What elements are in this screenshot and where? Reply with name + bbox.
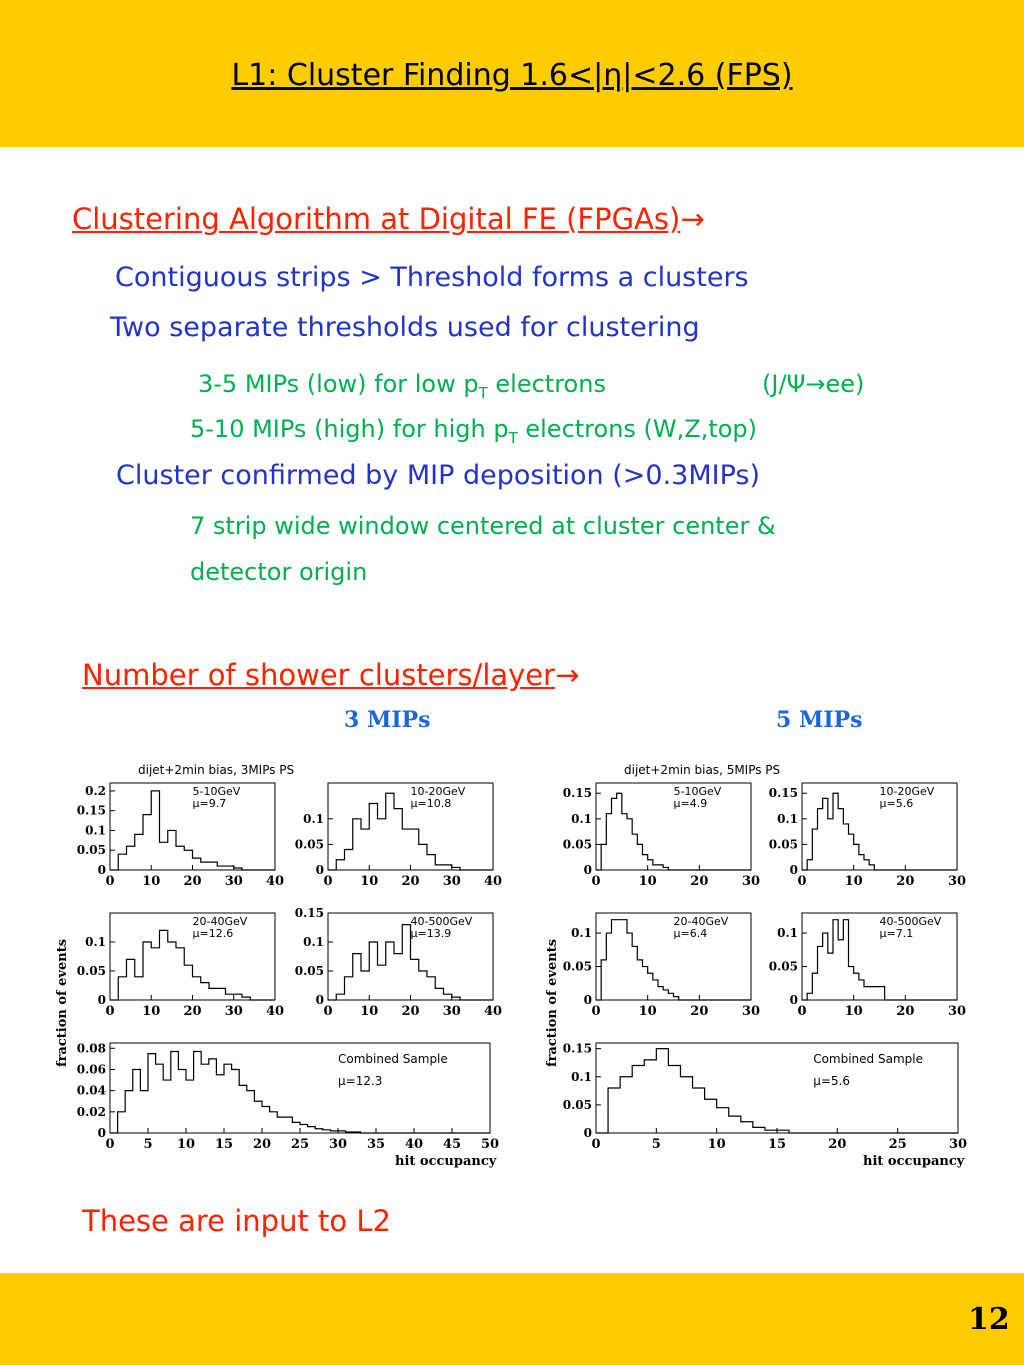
x-tick-label: 20 (828, 1137, 847, 1152)
x-tick-label: 30 (947, 1004, 967, 1019)
x-tick-label: 5 (651, 1137, 661, 1152)
y-tick-label: 0 (97, 1126, 106, 1140)
x-tick-label: 30 (948, 1137, 968, 1152)
y-tick-label: 0.05 (76, 964, 106, 978)
panel-label: 40-500GeV (410, 915, 473, 928)
pt-subscript: T (508, 428, 518, 447)
y-tick-label: 0.15 (768, 786, 798, 801)
y-tick-label: 0.08 (76, 1041, 106, 1056)
panel-label: 10-20GeV (879, 785, 935, 798)
high-threshold-text: 5-10 MIPs (high) for high p (190, 415, 509, 443)
y-axis-title: fraction of events (545, 938, 560, 1068)
y-tick-label: 0 (583, 863, 592, 877)
arrow-icon: → (555, 658, 580, 692)
panel-label: Combined Sample (338, 1052, 448, 1066)
y-tick-label: 0.05 (294, 964, 324, 978)
arrow-icon: → (680, 202, 705, 236)
section-heading-clusters-per-layer (82, 658, 579, 692)
y-tick-label: 0 (583, 1126, 592, 1140)
x-tick-label: 10 (638, 1004, 657, 1019)
low-threshold-text: 3-5 MIPs (low) for low p (198, 370, 479, 398)
panel-label: Combined Sample (813, 1052, 923, 1066)
panel-label: 10-20GeV (410, 785, 466, 798)
x-tick-label: 30 (224, 874, 243, 889)
bullet-low-threshold (198, 370, 606, 402)
y-tick-label: 0.1 (303, 811, 324, 826)
histogram-figure-5mips (540, 755, 980, 1175)
x-tick-label: 0 (591, 874, 601, 889)
bullet-two-thresholds: Two separate thresholds used for clustering (110, 312, 700, 343)
panel-label: 20-40GeV (673, 915, 729, 928)
x-tick-label: 30 (328, 1137, 348, 1152)
y-tick-label: 0.06 (76, 1062, 106, 1077)
y-tick-label: 0.02 (76, 1104, 106, 1119)
y-tick-label: 0 (97, 993, 106, 1007)
y-tick-label: 0.1 (303, 935, 324, 949)
y-tick-label: 0.1 (85, 935, 106, 949)
y-tick-label: 0.04 (76, 1083, 106, 1098)
y-tick-label: 0 (315, 993, 324, 1007)
bullet-window-line1: 7 strip wide window centered at cluster center & (190, 512, 776, 540)
panel-label: 5-10GeV (673, 785, 722, 798)
y-tick-label: 0 (789, 863, 798, 877)
x-tick-label: 40 (265, 1004, 285, 1019)
figure-title: dijet+2min bias, 5MIPs PS (624, 763, 781, 777)
x-tick-label: 0 (105, 874, 115, 889)
page-number: 12 (968, 1302, 1010, 1337)
x-tick-label: 20 (401, 1004, 420, 1019)
x-axis-title: hit occupancy (395, 1154, 497, 1169)
x-tick-label: 40 (483, 874, 503, 889)
x-tick-label: 45 (442, 1137, 462, 1152)
x-tick-label: 15 (214, 1137, 234, 1152)
heading-text: Clustering Algorithm at Digital FE (FPGAs) (72, 202, 681, 236)
x-tick-label: 30 (741, 1004, 761, 1019)
x-tick-label: 20 (896, 874, 915, 889)
y-tick-label: 0.05 (76, 843, 106, 858)
panel-label: 20-40GeV (192, 915, 248, 928)
panel-mu: μ=7.1 (879, 927, 914, 940)
y-tick-label: 0.15 (76, 803, 106, 818)
section-heading-clustering (72, 202, 705, 236)
pt-subscript: T (478, 383, 488, 402)
y-tick-label: 0.1 (571, 926, 592, 941)
x-tick-label: 30 (741, 874, 761, 889)
x-tick-label: 35 (366, 1137, 386, 1152)
panel-mu: μ=13.9 (410, 927, 452, 940)
x-tick-label: 5 (143, 1137, 153, 1152)
x-tick-label: 25 (888, 1137, 907, 1152)
panel-mu: μ=5.6 (813, 1074, 850, 1088)
y-tick-label: 0.15 (562, 786, 592, 801)
footer-band (0, 1273, 1024, 1365)
x-tick-label: 10 (360, 874, 379, 889)
x-tick-label: 0 (591, 1004, 601, 1019)
x-tick-label: 25 (290, 1137, 310, 1152)
y-tick-label: 0.1 (571, 1069, 592, 1084)
x-axis-title: hit occupancy (863, 1154, 965, 1169)
x-tick-label: 10 (360, 1004, 379, 1019)
x-tick-label: 10 (142, 1004, 161, 1019)
x-tick-label: 10 (707, 1137, 726, 1152)
panel-mu: μ=5.6 (879, 797, 914, 810)
footer-note: These are input to L2 (82, 1204, 391, 1238)
y-tick-label: 0 (315, 863, 324, 877)
y-tick-label: 0 (789, 993, 798, 1007)
x-tick-label: 0 (105, 1137, 115, 1152)
y-tick-label: 0.2 (85, 783, 106, 798)
x-tick-label: 20 (690, 874, 709, 889)
x-tick-label: 10 (844, 1004, 863, 1019)
x-tick-label: 20 (401, 874, 420, 889)
low-threshold-electrons: electrons (487, 370, 606, 398)
x-tick-label: 20 (896, 1004, 915, 1019)
x-tick-label: 0 (105, 1004, 115, 1019)
x-tick-label: 0 (323, 1004, 333, 1019)
x-tick-label: 0 (797, 1004, 807, 1019)
label-3-mips: 3 MIPs (344, 707, 431, 733)
y-tick-label: 0.1 (85, 823, 106, 838)
x-tick-label: 0 (323, 874, 333, 889)
y-tick-label: 0.05 (768, 837, 798, 852)
x-tick-label: 30 (442, 874, 461, 889)
y-tick-label: 0.1 (571, 811, 592, 826)
heading-text: Number of shower clusters/layer (82, 658, 556, 692)
x-tick-label: 40 (265, 874, 285, 889)
panel-label: 40-500GeV (879, 915, 942, 928)
panel-mu: μ=6.4 (673, 927, 708, 940)
slide-title: L1: Cluster Finding 1.6<|η|<2.6 (FPS) (231, 58, 793, 93)
x-tick-label: 50 (480, 1137, 500, 1152)
panel-mu: μ=12.3 (338, 1074, 383, 1088)
y-tick-label: 0.05 (768, 959, 798, 974)
x-tick-label: 40 (483, 1004, 503, 1019)
x-tick-label: 20 (252, 1137, 272, 1152)
panel-label: 5-10GeV (192, 785, 241, 798)
x-tick-label: 40 (404, 1137, 424, 1152)
x-tick-label: 0 (797, 874, 807, 889)
x-tick-label: 20 (183, 1004, 202, 1019)
high-threshold-electrons: electrons (W,Z,top) (517, 415, 758, 443)
bullet-contiguous: Contiguous strips > Threshold forms a clusters (115, 262, 749, 293)
y-tick-label: 0.05 (562, 837, 592, 852)
y-tick-label: 0.15 (294, 906, 324, 920)
figure-title: dijet+2min bias, 3MIPs PS (138, 763, 295, 777)
jpsi-note: (J/Ψ→ee) (762, 370, 865, 398)
histogram-line (110, 930, 275, 1000)
x-tick-label: 0 (591, 1137, 601, 1152)
y-tick-label: 0.1 (777, 926, 798, 941)
x-tick-label: 10 (142, 874, 161, 889)
x-tick-label: 10 (844, 874, 863, 889)
x-tick-label: 15 (767, 1137, 787, 1152)
x-tick-label: 20 (690, 1004, 709, 1019)
y-tick-label: 0 (583, 993, 592, 1007)
x-tick-label: 30 (442, 1004, 461, 1019)
y-tick-label: 0 (97, 863, 106, 877)
x-tick-label: 30 (947, 874, 967, 889)
x-tick-label: 10 (176, 1137, 196, 1152)
y-tick-label: 0.15 (562, 1041, 592, 1056)
y-axis-title: fraction of events (55, 938, 70, 1068)
y-tick-label: 0.1 (777, 811, 798, 826)
panel-mu: μ=9.7 (192, 797, 227, 810)
x-tick-label: 20 (183, 874, 202, 889)
bullet-window-line2: detector origin (190, 558, 368, 586)
bullet-cluster-confirmed: Cluster confirmed by MIP deposition (>0.3MIPs) (116, 460, 761, 491)
y-tick-label: 0.05 (562, 959, 592, 974)
panel-mu: μ=12.6 (192, 927, 234, 940)
bullet-high-threshold (190, 415, 757, 447)
x-tick-label: 30 (224, 1004, 243, 1019)
panel-mu: μ=4.9 (673, 797, 708, 810)
x-tick-label: 10 (638, 874, 657, 889)
label-5-mips: 5 MIPs (776, 707, 863, 733)
panel-mu: μ=10.8 (410, 797, 452, 810)
y-tick-label: 0.05 (294, 837, 324, 852)
y-tick-label: 0.05 (562, 1097, 592, 1112)
histogram-figure-3mips (50, 755, 510, 1175)
